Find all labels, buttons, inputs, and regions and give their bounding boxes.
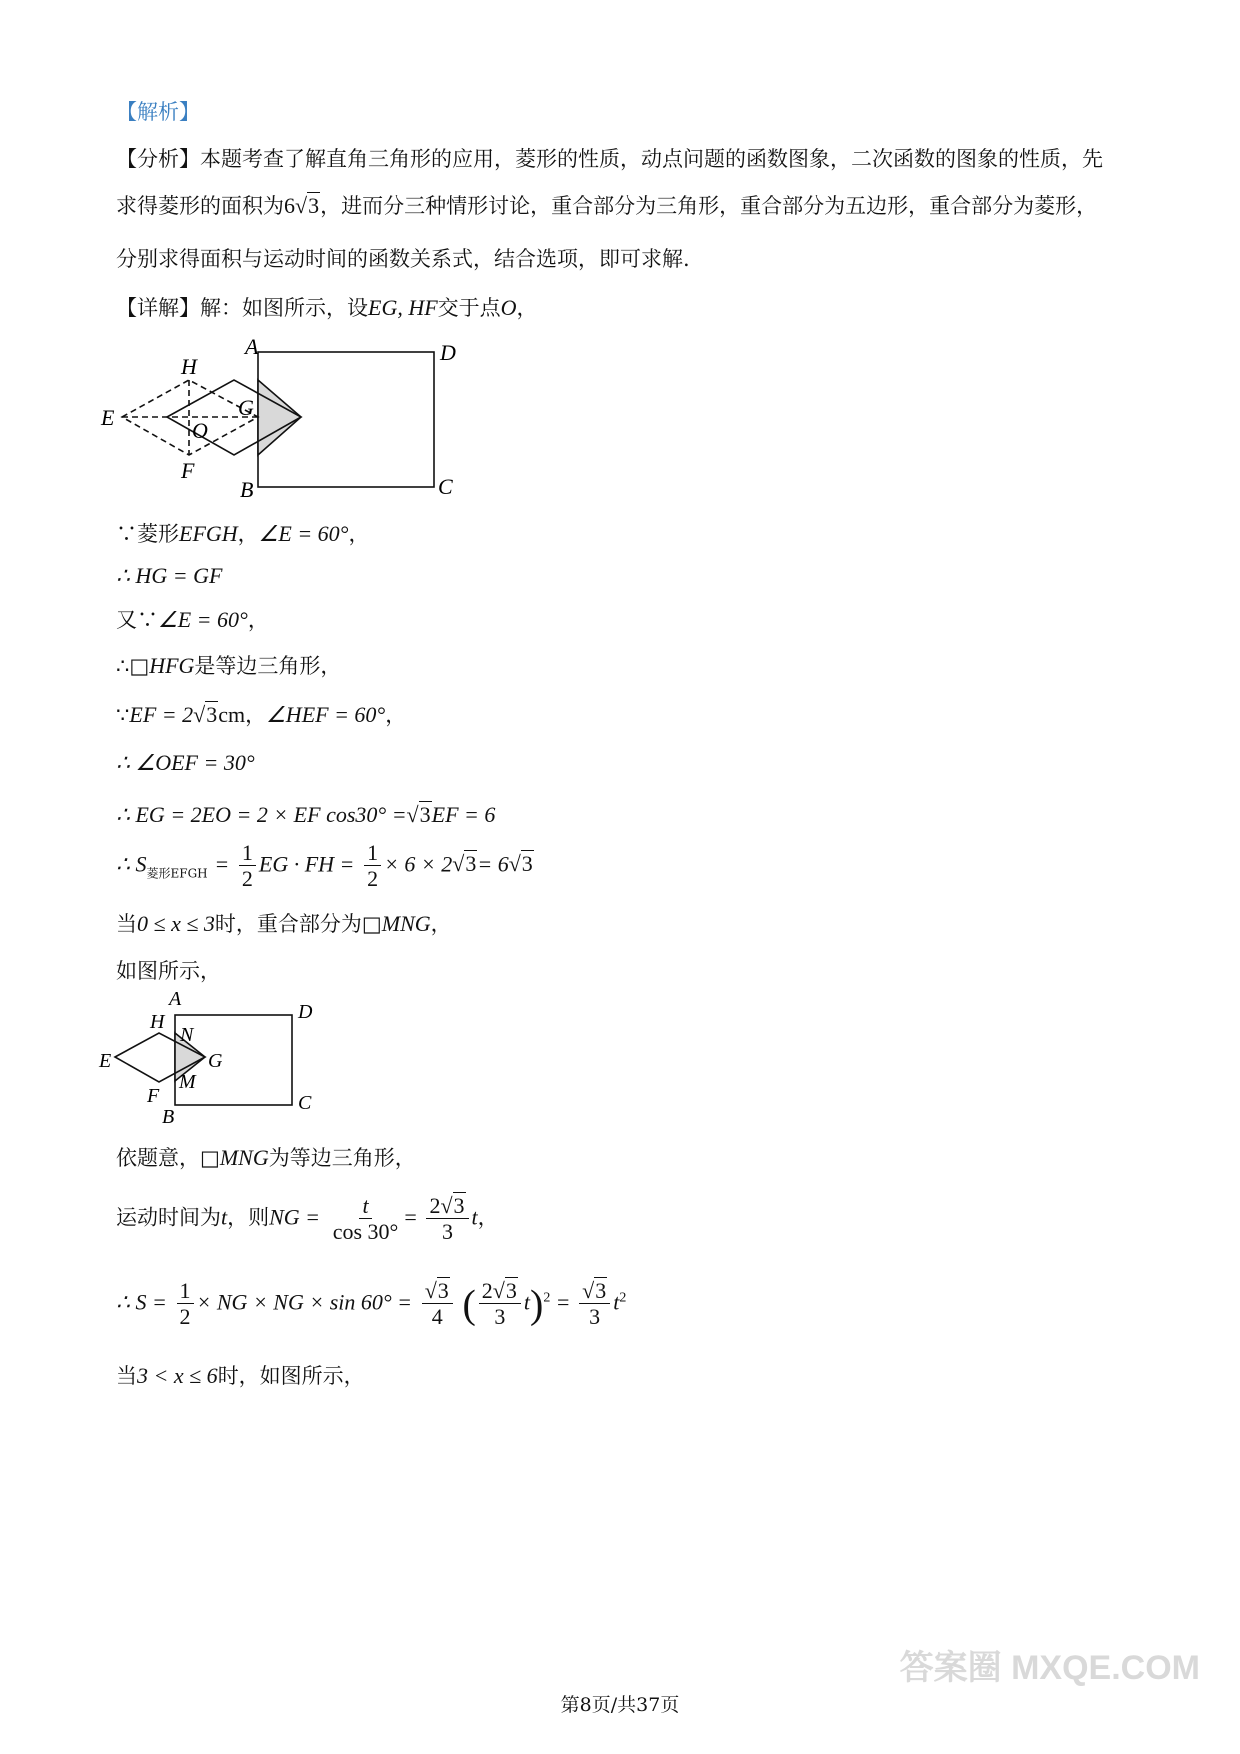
detail-label: 【详解】 [116, 296, 200, 320]
label-h: H [181, 354, 197, 379]
label2-h: H [150, 1011, 165, 1033]
fraction-2root3-over-3-b: $\frac{2√3}{3}$ [479, 1278, 521, 1330]
analysis-label: 【分析】 [116, 147, 200, 171]
page-footer: 第8页/共37页 [560, 1694, 680, 1716]
watermark: 答案圈 MXQE.COM [899, 1649, 1200, 1687]
step-1: ∵菱形EFGH，∠E = 60°， [116, 521, 370, 546]
fraction-t-over-cos: $\frac{t}{\cos 30^\circ}$ [332, 1193, 399, 1245]
area-value: 6√3 [284, 193, 320, 218]
label-a: A [245, 334, 259, 359]
label2-c: C [298, 1092, 312, 1114]
analysis-text-2b: ，进而分三种情形讨论，重合部分为三角形，重合部分为五边形，重合部分为菱形， [320, 194, 1098, 218]
basis-line: 依题意，□MNG为等边三角形， [116, 1145, 416, 1170]
section-tag: 【解析】 [116, 100, 200, 124]
detail-intro: 【详解】解：如图所示，设EG, HF交于点O， [116, 295, 538, 320]
step-7: ∴ EG = 2EO = 2 × EF cos30° =√3EF = 6 [116, 802, 496, 827]
step-4: ∴□HFG是等边三角形， [116, 653, 342, 678]
label-g: G [238, 395, 254, 420]
fraction-half: $\frac{1}{2}$ [239, 840, 256, 892]
step-6: ∴ ∠OEF = 30° [116, 750, 255, 775]
area-line: ∴ S = $\frac{1}{2}$ × NG × NG × sin 60° = $\frac{√3}{4}$ ( $\frac{2√3}{3}$ t)$^2$ = $\frac{√3}{3}$ $t^2$ [116, 1278, 627, 1330]
label-b: B [240, 477, 254, 502]
step-3: 又∵∠E = 60°， [116, 607, 269, 632]
label2-b: B [162, 1106, 175, 1128]
analysis-text-1: 本题考查了解直角三角形的应用，菱形的性质，动点问题的函数图象，二次函数的图象的性质，先 [200, 147, 1103, 171]
label2-e: E [99, 1050, 112, 1072]
label2-g: G [208, 1050, 223, 1072]
overlap-region [258, 380, 301, 455]
fraction-root3-over-3: $\frac{√3}{3}$ [579, 1278, 610, 1330]
label2-m: M [179, 1071, 196, 1093]
fraction-root3-over-4: $\frac{√3}{4}$ [422, 1278, 453, 1330]
label2-n: N [180, 1024, 194, 1046]
label-c: C [438, 474, 453, 499]
analysis-line-1 [116, 143, 1103, 173]
step-8: ∴ $S_{菱形EFGH}$ = $\frac{1}{2}$ EG · FH = $\frac{1}{2}$ × 6 × 2√3= 6√3 [116, 840, 533, 892]
as-shown-1: 如图所示， [116, 959, 221, 983]
fraction-one-half: $\frac{1}{2}$ [177, 1278, 194, 1330]
analysis-line-3: 分别求得面积与运动时间的函数关系式，结合选项，即可求解. [116, 247, 690, 271]
step-5: ∵EF = 2√3cm，∠HEF = 60°， [116, 702, 407, 727]
fraction-2root3-over-3: $\frac{2√3}{3}$ [426, 1193, 468, 1245]
label-f: F [181, 458, 195, 483]
time-line: 运动时间为t，则NG = $\frac{t}{\cos 30^\circ}$ = $\frac{2√3}{3}$ t， [116, 1193, 499, 1245]
figure-2 [95, 985, 355, 1130]
fraction-half-2: $\frac{1}{2}$ [364, 840, 381, 892]
label2-f: F [147, 1085, 160, 1107]
case-1: 当0 ≤ x ≤ 3时，重合部分为□MNG， [116, 911, 452, 936]
label-e: E [101, 405, 115, 430]
analysis-line-2 [116, 190, 1097, 220]
figure-1 [95, 330, 515, 510]
label2-d: D [298, 1001, 313, 1023]
label2-a: A [169, 988, 182, 1010]
label-d: D [440, 340, 456, 365]
analysis-text-2a: 求得菱形的面积为 [116, 194, 284, 218]
step-2: ∴ HG = GF [116, 563, 223, 588]
case-2: 当3 < x ≤ 6时，如图所示， [116, 1363, 365, 1388]
label-o: O [192, 418, 208, 443]
